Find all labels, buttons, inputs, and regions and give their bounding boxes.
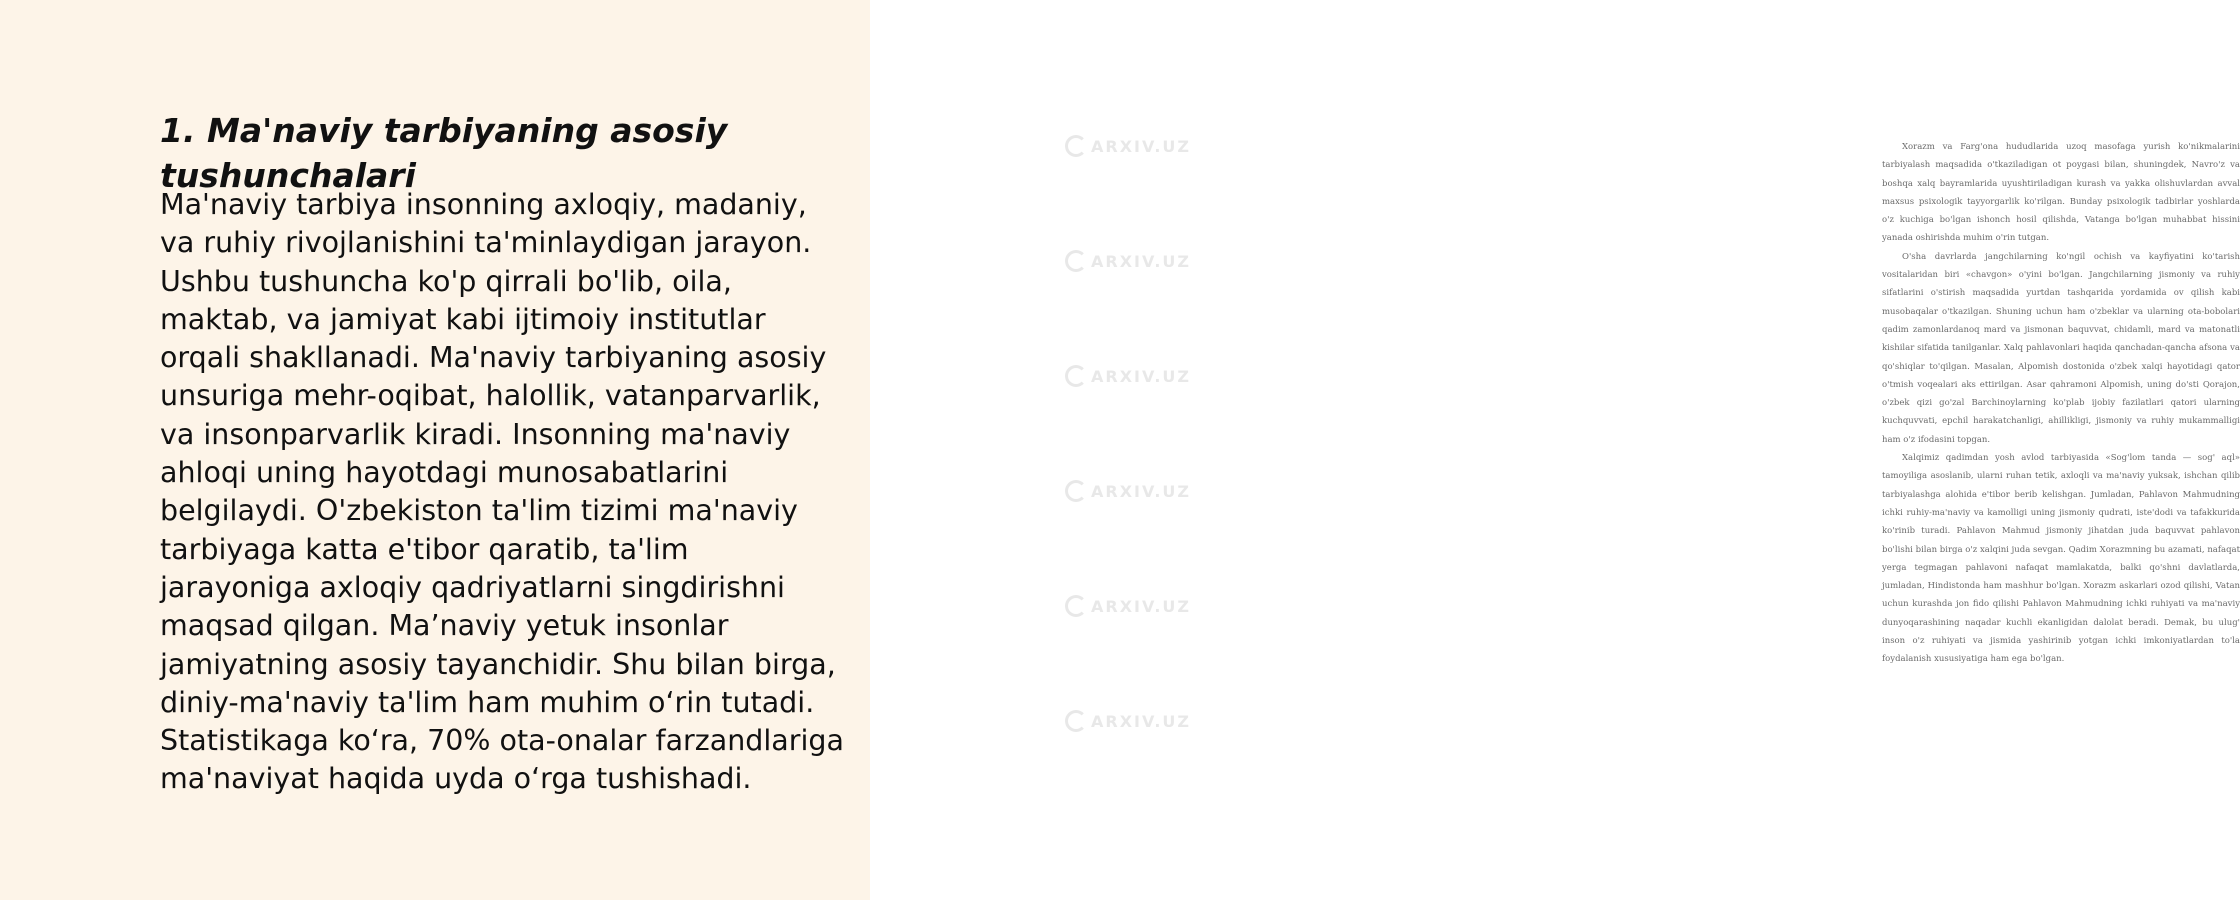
watermark-logo-icon	[1065, 710, 1087, 732]
text-panel	[0, 0, 870, 900]
watermark-logo-icon	[1065, 250, 1087, 272]
watermark-text: ARXIV.UZ	[1091, 711, 1191, 731]
document-paragraph: Xorazm va Farg'ona hududlarida uzoq masofaga yurish ko'nikmalarini tarbiyalash maqsadida o'tkaziladigan ot poygasi bilan, shuningdek, Navro'z va boshqa xalq bayramlarida uyushtiriladigan kurash va yakka olishuvlardan avval maxsus psixologik tayyorgarlik ko'rilgan. Bunday psixologik tadbirlar yoshlarda o'z kuchiga bo'lgan ishonch hosil qilishda, Vatanga bo'lgan muhabbat hissini yanada oshirishda muhim o'rin tutgan.	[1882, 142, 2240, 244]
watermark-text: ARXIV.UZ	[1091, 596, 1191, 616]
watermark-logo-icon	[1065, 595, 1087, 617]
watermark	[1065, 250, 1191, 272]
watermark	[1065, 135, 1191, 157]
watermark-text: ARXIV.UZ	[1091, 366, 1191, 386]
watermark-logo-icon	[1065, 135, 1087, 157]
document-paragraph: Xalqimiz qadimdan yosh avlod tarbiyasida «Sog'lom tanda — sog' aql» tamoyiliga asoslanib, ularni ruhan tetik, axloqli va ma'naviy yuksak, ishchan qilib tarbiyalashga alohida e'tibor berib kelishgan. Jumladan, Pahlavon Mahmudning ichki ruhiy-ma'naviy va kamolligi uning jismoniy qudrati, iste'dodi va tafakkurida ko'rinib turadi. Pahlavon Mahmud jismoniy jihatdan juda baquvvat pahlavon bo'lishi bilan birga o'z xalqini juda sevgan. Qadim Xorazmning bu azamati, nafaqat yerga tegmagan pahlavoni nafaqat mamlakatda, balki qo'shni davlatlarda, jumladan, Hindistonda ham mashhur bo'lgan. Xorazm askarlari ozod qilishi, Vatan uchun kurashda jon fido qilishi Pahlavon Mahmudning ichki ruhiyati va ma'naviy dunyoqarashining naqadar kuchli ekanligidan dalolat beradi. Demak, bu ulug' inson o'z ruhiyati va jismida yashirinib yotgan ichki imkoniyatlardan to'la foydalanish xususiyatiga ham ega bo'lgan.	[1882, 453, 2240, 665]
document-page-image	[1882, 138, 2240, 738]
watermark	[1065, 710, 1191, 732]
watermark	[1065, 480, 1191, 502]
slide-title: 1. Ma'naviy tarbiyaning asosiy tushunchalari	[160, 111, 728, 195]
document-paragraph: O'sha davrlarda jangchilarning ko'ngil ochish va kayfiyatini ko'tarish vositalaridan biri «chavgon» o'yini bo'lgan. Jangchilarning jismoniy va ruhiy sifatlarini o'stirish maqsadida yurtdan tashqarida yordamida ov qilish kabi musobaqalar o'tkazilgan. Shuning uchun ham o'zbeklar va ularning ota-bobolari qadim zamonlardanoq mard va jismonan baquvvat, chidamli, mard va matonatli kishilar sifatida tanilganlar. Xalq pahlavonlari haqida qanchadan-qancha afsona va qo'shiqlar to'qilgan. Masalan, Alpomish dostonida o'zbek xalqi hayotidagi qator o'tmish voqealari aks ettirilgan. Asar qahramoni Alpomish, uning do'sti Qorajon, o'zbek qizi go'zal Barchinoylarning ko'plab ijobiy fazilatlari qatori ularning kuchquvvati, epchil harakatchanligi, ahillikligi, jismoniy va ruhiy mukammalligi ham o'z ifodasini topgan.	[1882, 251, 2240, 445]
document-image-panel	[870, 0, 2240, 900]
watermark-text: ARXIV.UZ	[1091, 481, 1191, 501]
watermark-logo-icon	[1065, 480, 1087, 502]
watermark-text: ARXIV.UZ	[1091, 251, 1191, 271]
slide-body-text: Ma'naviy tarbiya insonning axloqiy, madaniy, va ruhiy rivojlanishini ta'minlaydigan jarayon. Ushbu tushuncha ko'p qirrali bo'lib, oila, maktab, va jamiyat kabi ijtimoiy institutlar orqali shakllanadi. Ma'naviy tarbiyaning asosiy unsuriga mehr-oqibat, halollik, vatanparvarlik, va insonparvarlik kiradi. Insonning ma'naviy ahloqi uning hayotdagi munosabatlarini belgilaydi. O'zbekiston ta'lim tizimi ma'naviy tarbiyaga katta e'tibor qaratib, ta'lim jarayoniga axloqiy qadriyatlarni singdirishni maqsad qilgan. Ma’naviy yetuk insonlar jamiyatning asosiy tayanchidir. Shu bilan birga, diniy-ma'naviy ta'lim ham muhim o‘rin tutadi. Statistikaga ko‘ra, 70% ota-onalar farzandlariga ma'naviyat haqida uyda o‘rga tushishadi.	[160, 188, 844, 796]
watermark	[1065, 365, 1191, 387]
watermark-logo-icon	[1065, 365, 1087, 387]
watermark	[1065, 595, 1191, 617]
watermark-text: ARXIV.UZ	[1091, 136, 1191, 156]
